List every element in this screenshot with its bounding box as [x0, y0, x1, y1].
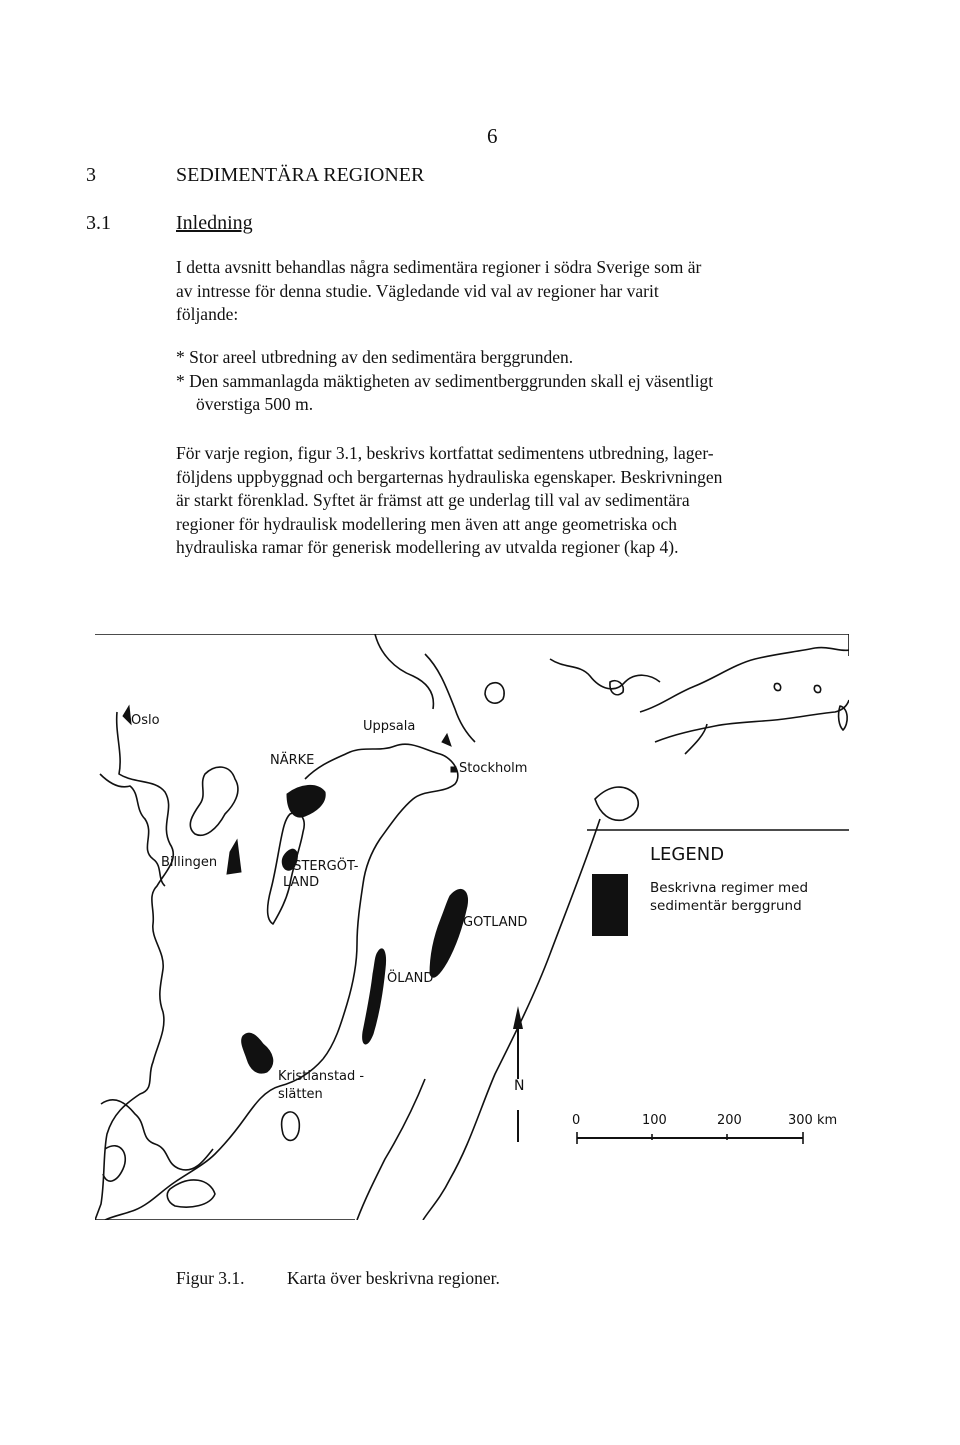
list-item-text: Den sammanlagda mäktigheten av sedimentberggrunden skall ej väsentligt: [189, 370, 714, 391]
paragraph-line: av intresse för denna studie. Vägledande vid val av regioner har varit: [176, 280, 659, 301]
coastline-skane: [101, 1100, 213, 1170]
island-saaremaa: [595, 787, 638, 820]
intro-paragraph: [176, 256, 816, 327]
scale-bar: [572, 1113, 837, 1144]
scale-tick-0: 0: [572, 1113, 581, 1128]
figure-caption-label: Figur 3.1.: [176, 1268, 245, 1288]
coastline-estonia-north: [655, 700, 849, 742]
section-title: SEDIMENTÄRA REGIONER: [176, 164, 425, 186]
region-stockholm-marker: [451, 767, 456, 772]
paragraph-line: följdens uppbyggnad och bergarternas hydrauliska egenskaper. Beskrivningen: [176, 466, 723, 487]
label-kristianstad-2: slätten: [278, 1087, 323, 1102]
description-paragraph: [176, 442, 816, 560]
island-bornholm: [167, 1180, 215, 1207]
subsection-number: 3.1: [86, 212, 111, 234]
island-skane-detail: [103, 1146, 125, 1181]
north-arrow: [513, 1006, 524, 1142]
coastline-oslo-fjord: [100, 774, 165, 886]
scale-tick-100: 100: [642, 1113, 667, 1128]
coastline-east: [305, 744, 458, 1059]
list-item-continuation: överstiga 500 m.: [196, 394, 314, 414]
island-finland-small: [774, 683, 780, 690]
paragraph-line: regioner för hydraulisk modellering men även att ange geometriska och: [176, 513, 678, 534]
region-kristianstad: [242, 1033, 273, 1073]
paragraph-line: För varje region, figur 3.1, beskrivs kortfattat sedimentens utbredning, lager-: [176, 443, 714, 463]
region-narke: [287, 785, 325, 817]
paragraph-line: följande:: [176, 304, 239, 324]
label-ostergotland-1: ÖSTERGÖT-: [283, 859, 359, 874]
paragraph-line: hydrauliska ramar för generisk modellering av utvalda regioner (kap 4).: [176, 537, 679, 557]
legend-line-2: sedimentär berggrund: [650, 898, 802, 914]
label-narke: NÄRKE: [270, 753, 315, 768]
boundary-line-2: [357, 1079, 425, 1220]
region-map: [95, 634, 849, 1220]
subsection-title: Inledning: [176, 212, 253, 234]
north-label: N: [514, 1078, 525, 1094]
scale-tick-200: 200: [717, 1113, 742, 1128]
paragraph-line: är starkt förenklad. Syftet är främst att ge underlag till val av sedimentära: [176, 490, 690, 510]
label-uppsala: Uppsala: [363, 719, 416, 734]
island-finland-small-2: [814, 685, 820, 692]
region-uppsala-marker: [442, 734, 451, 746]
coastline-north-2: [375, 634, 433, 709]
page-number: 6: [487, 124, 498, 148]
region-gotland: [430, 889, 468, 977]
label-gotland: GOTLAND: [463, 915, 528, 930]
map-frame: [95, 634, 849, 656]
map-legend: [587, 830, 849, 936]
island-hiiumaa: [839, 706, 848, 730]
region-oslo: [123, 706, 131, 724]
label-kristianstad-1: Kristianstad -: [278, 1069, 365, 1084]
island-aland-1: [485, 683, 504, 703]
coastline-west: [95, 712, 173, 1220]
label-stockholm: Stockholm: [459, 761, 528, 776]
label-oslo: Oslo: [131, 713, 160, 728]
label-ostergotland-2: LAND: [283, 875, 320, 890]
list-item: [176, 346, 713, 370]
region-oland: [363, 949, 386, 1044]
paragraph-line: I detta avsnitt behandlas några sedimentära regioner i södra Sverige som är: [176, 257, 702, 277]
criteria-list: [176, 346, 713, 417]
legend-line-1: Beskrivna regimer med: [650, 880, 809, 896]
lake-vanern: [190, 767, 238, 835]
list-item: [176, 370, 713, 394]
legend-title: LEGEND: [650, 844, 725, 865]
scale-tick-300: 300 km: [788, 1113, 838, 1128]
coastline-finland: [640, 648, 849, 712]
bullet-marker: *: [176, 347, 185, 367]
label-billingen: Billingen: [161, 855, 218, 870]
legend-swatch: [592, 874, 628, 936]
bullet-marker: *: [176, 370, 185, 391]
figure-caption-text: Karta över beskrivna regioner.: [287, 1268, 500, 1288]
boundary-line: [423, 819, 600, 1220]
section-number: 3: [86, 164, 96, 186]
north-arrow-icon: [513, 1006, 523, 1029]
label-oland: ÖLAND: [387, 971, 434, 986]
island-hano: [282, 1112, 300, 1140]
coastline-aland: [550, 659, 660, 689]
list-item-text: Stor areel utbredning av den sedimentära berggrunden.: [189, 347, 574, 367]
region-billingen: [227, 840, 241, 874]
